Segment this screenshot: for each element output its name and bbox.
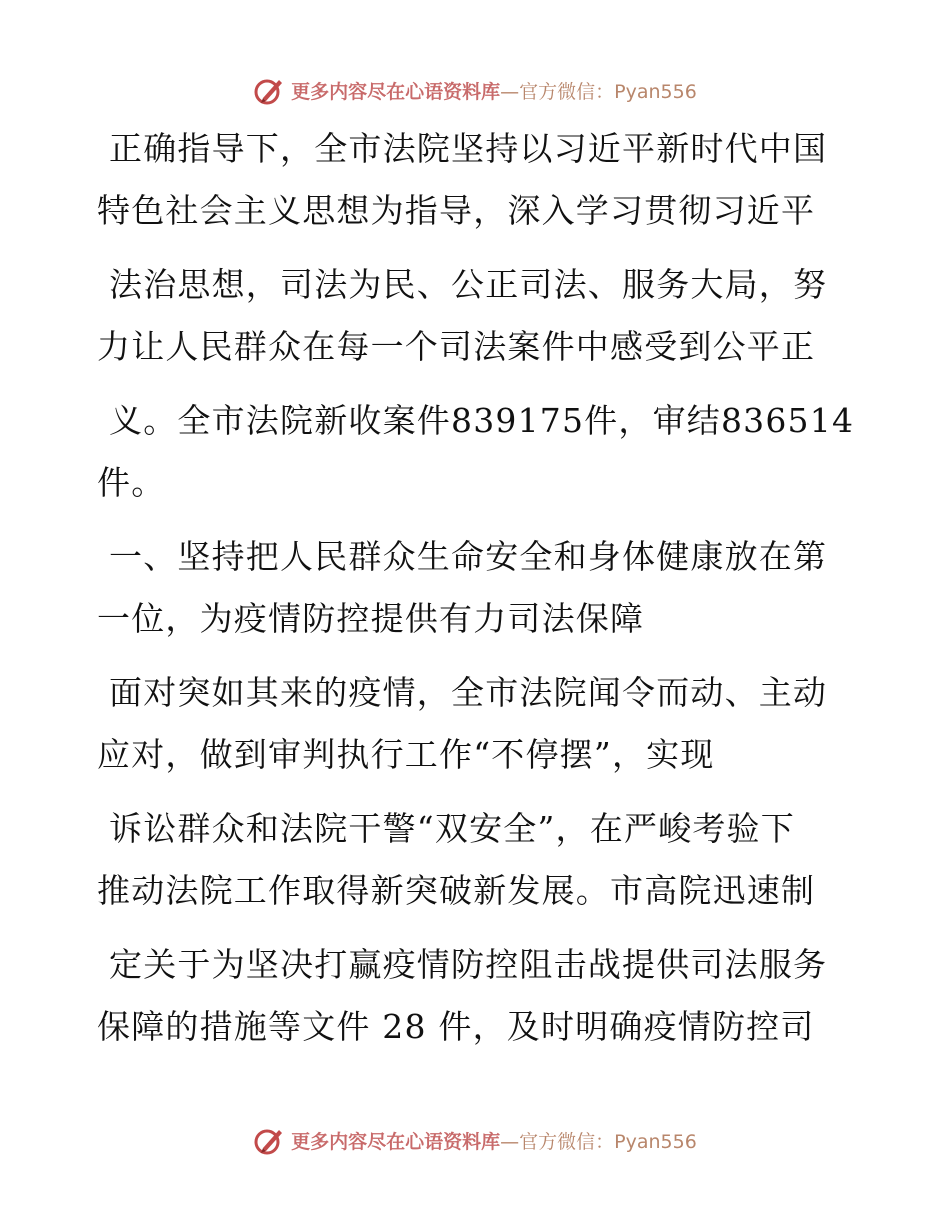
paragraph-intro bbox=[97, 118, 855, 514]
text-line: 面对突如其来的疫情，全市法院闻令而动、主动 bbox=[109, 673, 828, 712]
document-body bbox=[97, 118, 855, 1058]
text-line: 正确指导下，全市法院坚持以习近平新时代中国 bbox=[109, 129, 828, 168]
footer-watermark bbox=[0, 1120, 950, 1160]
pen-logo-icon bbox=[253, 1124, 285, 1156]
text-line: 一、坚持把人民群众生命安全和身体健康放在第 bbox=[109, 537, 828, 576]
section-heading-1 bbox=[97, 526, 837, 650]
text-line: 件。 bbox=[97, 463, 166, 502]
text-line: 一位，为疫情防控提供有力司法保障 bbox=[97, 599, 645, 638]
watermark-text: 更多内容尽在心语资料库—官方微信：Pyan556 bbox=[291, 80, 697, 103]
text-line: 推动法院工作取得新突破新发展。市高院迅速制 bbox=[97, 871, 816, 910]
text-line: 诉讼群众和法院干警“双安全”，在严峻考验下 bbox=[109, 809, 795, 848]
text-line: 力让人民群众在每一个司法案件中感受到公平正 bbox=[97, 327, 816, 366]
text-line: 法治思想，司法为民、公正司法、服务大局，努 bbox=[109, 265, 828, 304]
text-line: 特色社会主义思想为指导，深入学习贯彻习近平 bbox=[97, 191, 816, 230]
text-line: 定关于为坚决打赢疫情防控阻击战提供司法服务 bbox=[109, 945, 828, 984]
text-line: 保障的措施等文件 28 件，及时明确疫情防控司 bbox=[97, 1007, 815, 1046]
watermark-text: 更多内容尽在心语资料库—官方微信：Pyan556 bbox=[291, 1130, 697, 1153]
pen-logo-icon bbox=[253, 74, 285, 106]
text-line: 义。全市法院新收案件839175件，审结836514 bbox=[109, 401, 855, 440]
text-line: 应对，做到审判执行工作“不停摆”，实现 bbox=[97, 735, 715, 774]
paragraph-epidemic bbox=[97, 662, 837, 1058]
header-watermark bbox=[0, 70, 950, 110]
